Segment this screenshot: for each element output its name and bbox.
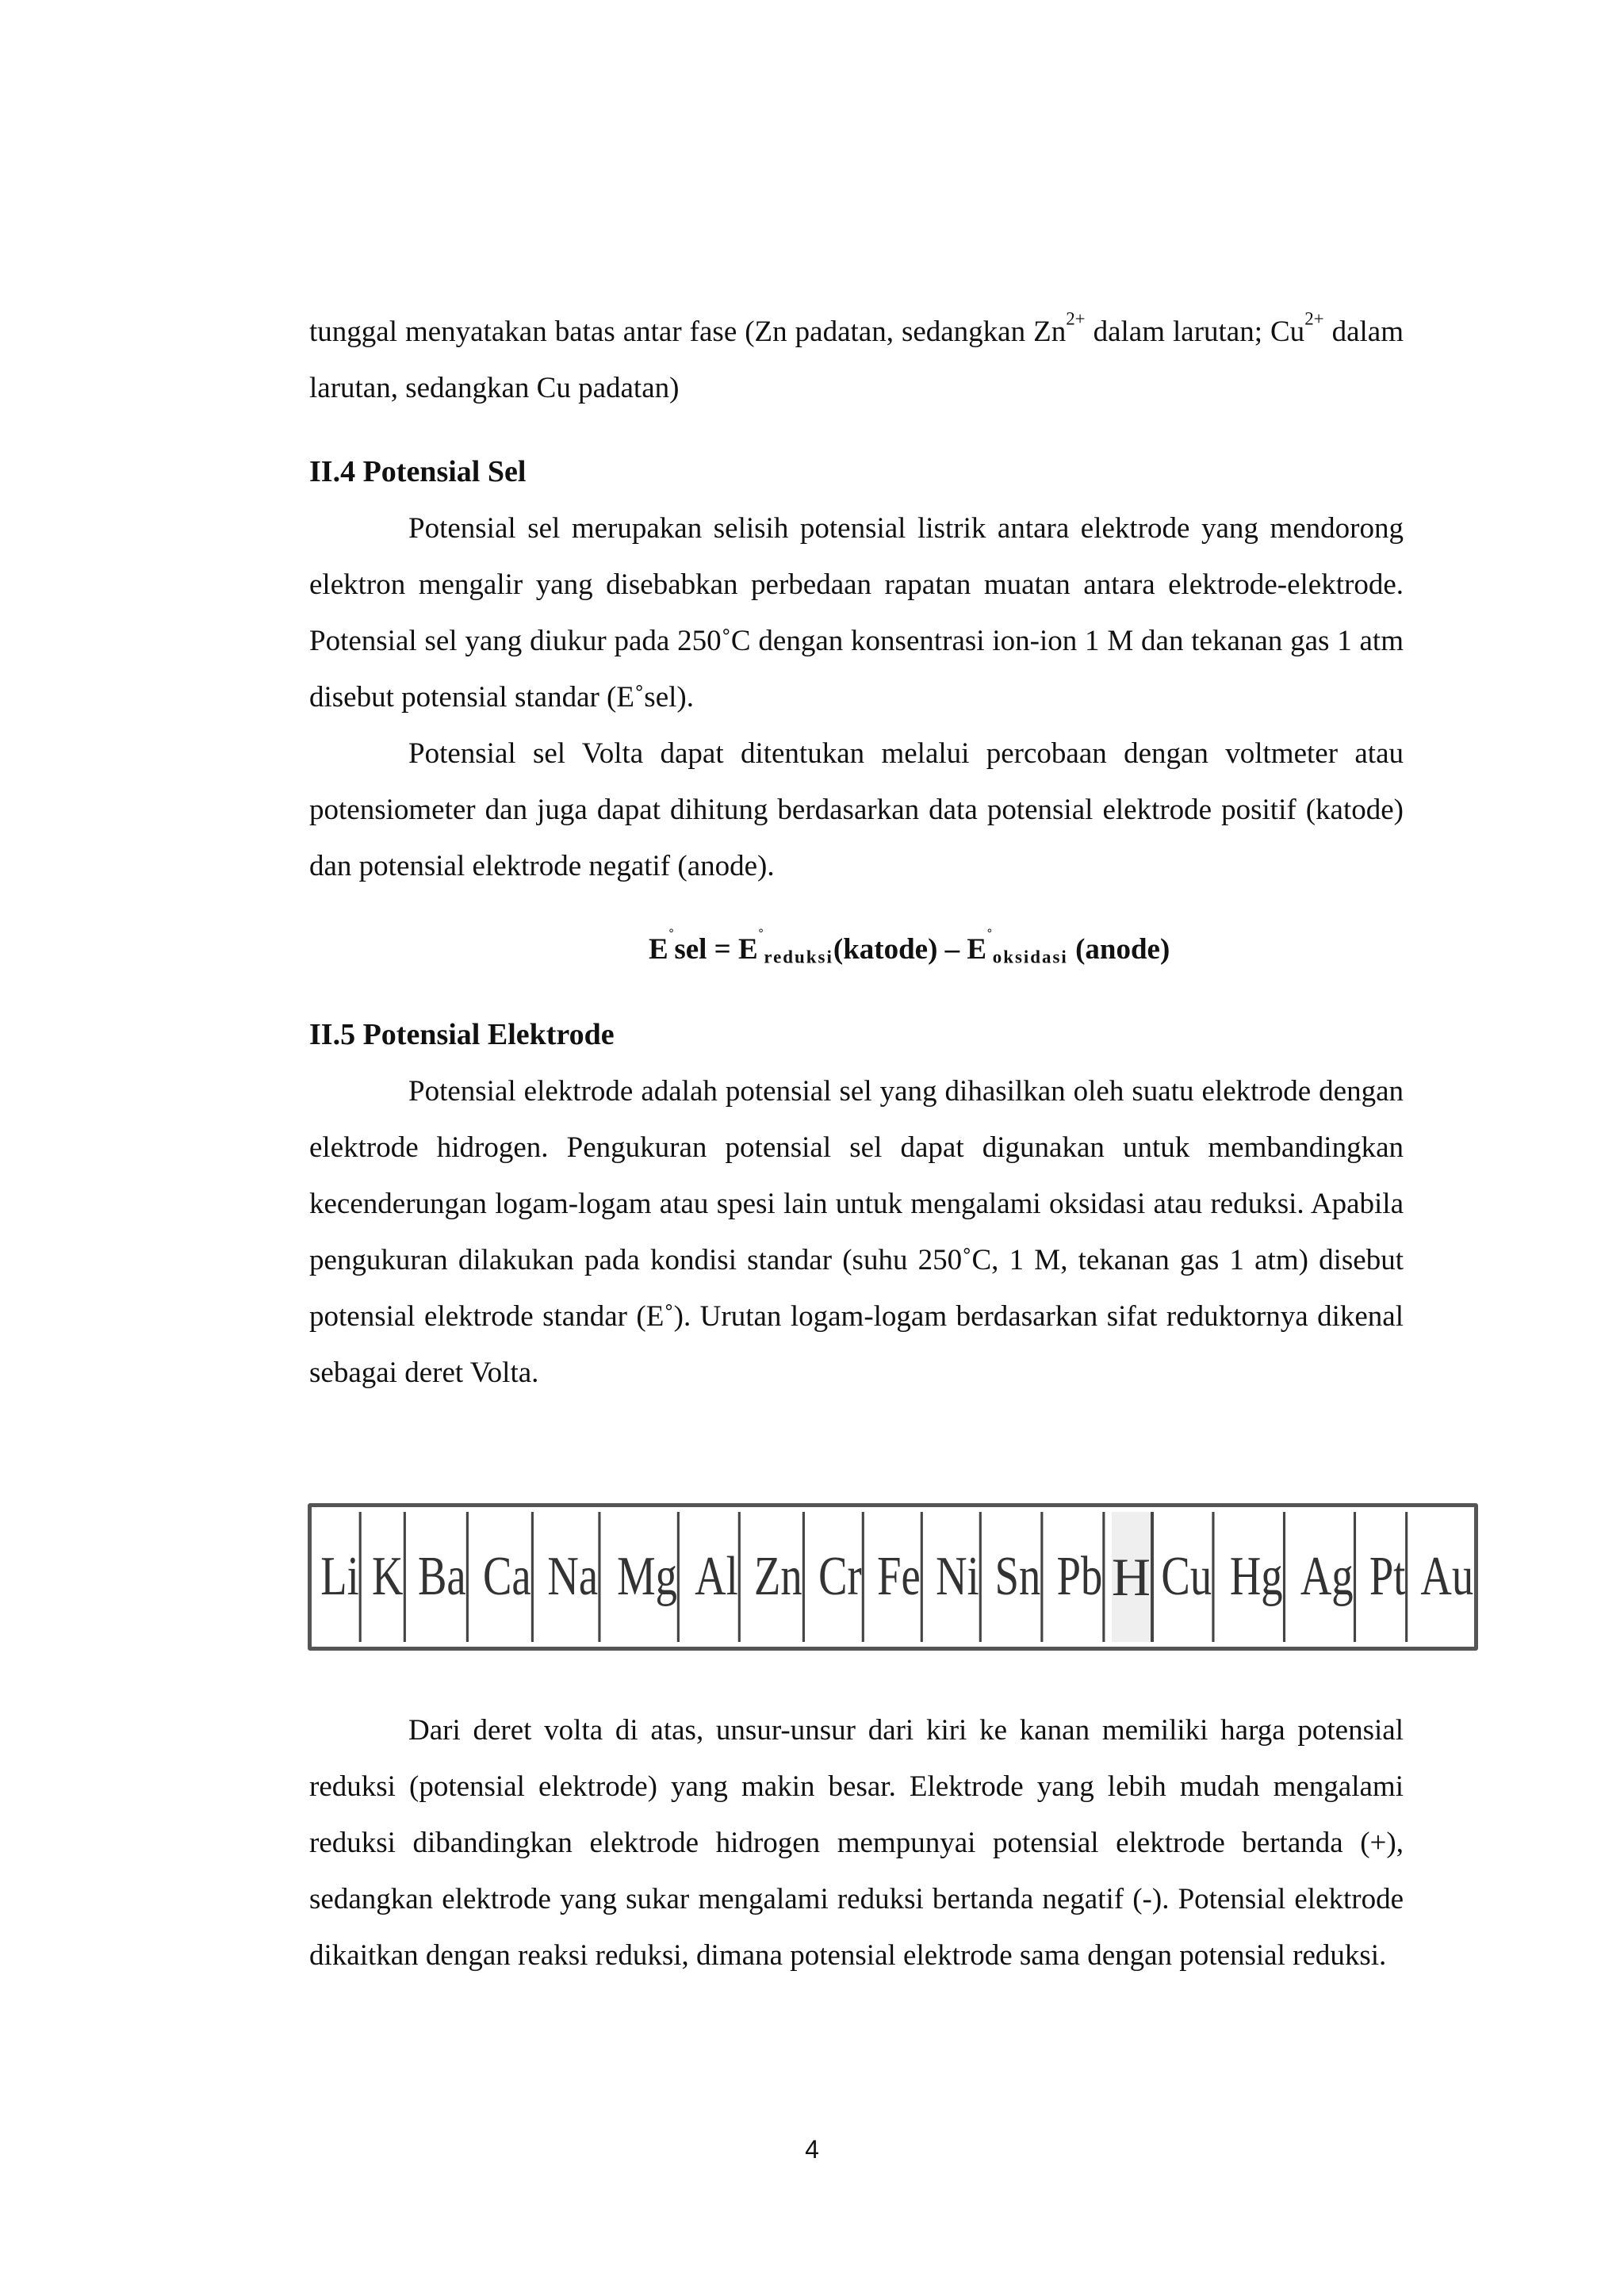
closing-paragraph: Dari deret volta di atas, unsur-unsur dari kiri ke kanan memiliki harga potensial reduksi (potensial elektrode) yang makin besar. Elektrode yang lebih mudah mengalami reduksi dibandingkan elektrode hidrogen mempunyai potensial elektrode bertanda (+), sedangkan elektrode yang sukar mengalami reduksi bertanda negatif (-). Potensial elektrode dikaitkan dengan reaksi reduksi, dimana potensial elektrode sama dengan potensial reduksi. [309, 1714, 1404, 1972]
top-paragraph-part1: tunggal menyatakan batas antar fase (Zn padatan, sedangkan Zn [309, 316, 1067, 348]
volta-series-cell-sn: Sn [995, 1512, 1044, 1642]
volta-series-cell-cr: Cr [818, 1512, 864, 1642]
section-potensial-elektrode [309, 1007, 1404, 1401]
volta-series-cell-ba: Ba [418, 1512, 469, 1642]
volta-series-cell-hg: Hg [1229, 1512, 1285, 1642]
top-paragraph [309, 304, 1404, 416]
volta-series-cell-au: Au [1420, 1546, 1474, 1607]
volta-series-cell-fe: Fe [877, 1512, 923, 1642]
volta-series-cell-na: Na [548, 1512, 601, 1642]
section-potensial-sel [309, 444, 1404, 894]
cell-potential-formula: $E^˚sel = E^˚_{reduksi}(katode) - E^˚_{oksidasi}$ (anode) [649, 926, 1170, 967]
section-heading-potensial-elektrode: II.5 Potensial Elektrode [309, 1018, 615, 1051]
top-paragraph-part3: dalam larutan, sedangkan Cu padatan) [309, 316, 1404, 404]
volta-series-cell-li: Li [320, 1512, 362, 1642]
volta-series-cell-h: H [1112, 1512, 1154, 1642]
volta-series-cell-ni: Ni [936, 1512, 982, 1642]
volta-series-cell-ca: Ca [483, 1512, 534, 1642]
volta-series-cell-zn: Zn [754, 1512, 805, 1642]
paragraph-potensial-sel-1: Potensial sel merupakan selisih potensial listrik antara elektrode yang mendorong elektron mengalir yang disebabkan perbedaan rapatan muatan antara elektrode-elektrode. Potensial sel yang diukur pada 250˚C dengan konsentrasi ion-ion 1 M dan tekanan gas 1 atm disebut potensial standar (E˚sel). [309, 512, 1404, 714]
paragraph-potensial-elektrode: Potensial elektrode adalah potensial sel yang dihasilkan oleh suatu elektrode dengan elektrode hidrogen. Pengukuran potensial sel dapat digunakan untuk membandingkan kecenderungan logam-logam atau spesi lain untuk mengalami oksidasi atau reduksi. Apabila pengukuran dilakukan pada kondisi standar (suhu 250˚C, 1 M, tekanan gas 1 atm) disebut potensial elektrode standar (E˚). Urutan logam-logam berdasarkan sifat reduktornya dikenal sebagai deret Volta. [309, 1075, 1404, 1389]
volta-series-cell-al: Al [695, 1512, 741, 1642]
volta-series-cell-pt: Pt [1369, 1512, 1408, 1642]
volta-series-cell-cu: Cu [1161, 1512, 1214, 1642]
page-number: 4 [805, 2135, 819, 2164]
paragraph-potensial-sel-2: Potensial sel Volta dapat ditentukan melalui percobaan dengan voltmeter atau potensiometer dan juga dapat dihitung berdasarkan data potensial elektrode positif (katode) dan potensial elektrode negatif (anode). [309, 737, 1404, 882]
top-paragraph-part2: dalam larutan; Cu [1085, 316, 1305, 348]
closing-section [309, 1702, 1404, 1984]
volta-series-cell-k: K [372, 1512, 406, 1642]
volta-series-cell-pb: Pb [1056, 1512, 1105, 1642]
volta-series-cell-ag: Ag [1300, 1512, 1356, 1642]
volta-series-cell-mg: Mg [617, 1512, 680, 1642]
zn-charge: 2+ [1066, 308, 1086, 329]
section-heading-potensial-sel: II.4 Potensial Sel [309, 455, 527, 488]
cu-charge: 2+ [1304, 308, 1324, 329]
volta-series-table [308, 1503, 1478, 1651]
